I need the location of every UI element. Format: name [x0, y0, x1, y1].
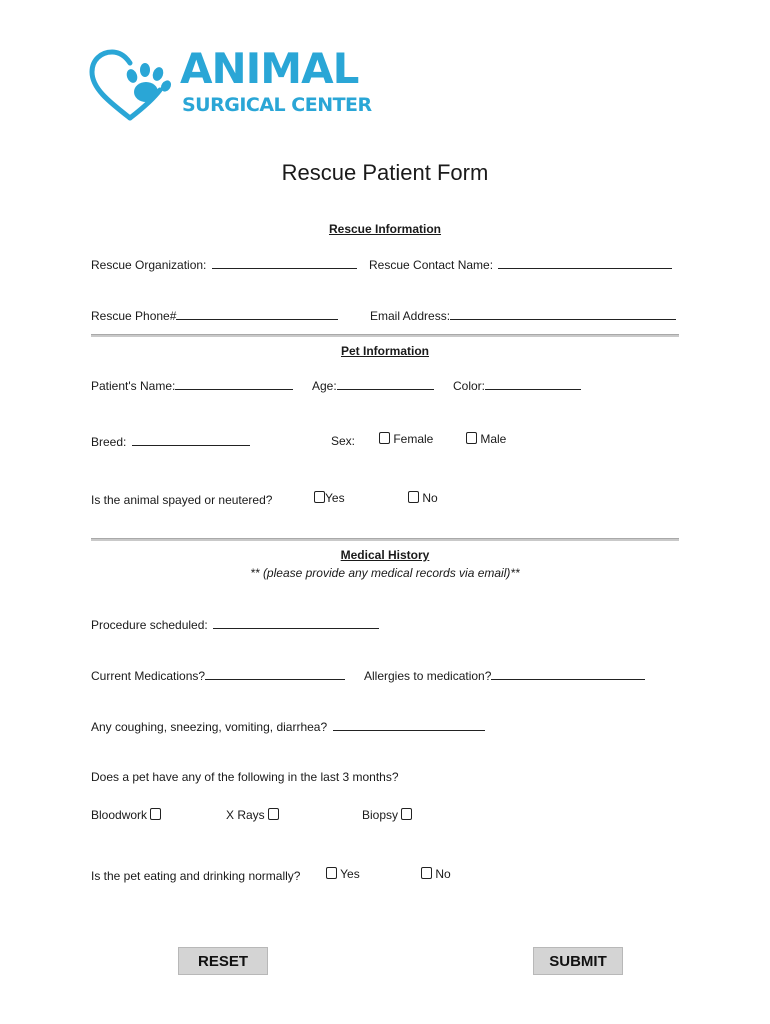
- eating-no-checkbox[interactable]: [421, 867, 432, 879]
- bloodwork-label: Bloodwork: [91, 808, 148, 822]
- allergies-row: [364, 668, 645, 683]
- allergies-field[interactable]: [491, 668, 645, 680]
- age-row: [312, 378, 434, 393]
- female-checkbox[interactable]: [379, 432, 390, 444]
- rescue-phone-label: Rescue Phone#: [91, 309, 177, 323]
- biopsy-option: [362, 808, 412, 822]
- eating-question: Is the pet eating and drinking normally?: [91, 869, 301, 883]
- procedure-label: Procedure scheduled:: [91, 618, 208, 632]
- medical-records-note: ** (please provide any medical records via email)**: [250, 566, 520, 580]
- logo-subtitle: SURGICAL CENTER: [182, 94, 372, 116]
- color-field[interactable]: [485, 378, 581, 390]
- biopsy-checkbox[interactable]: [401, 808, 412, 820]
- spayed-question: Is the animal spayed or neutered?: [91, 493, 273, 507]
- email-row: [370, 308, 676, 323]
- divider: [91, 334, 679, 337]
- email-label: Email Address:: [370, 309, 451, 323]
- spayed-no-label: No: [422, 491, 438, 505]
- age-field[interactable]: [337, 378, 434, 390]
- female-option: [379, 432, 433, 446]
- pet-info-heading: Pet Information: [340, 344, 429, 358]
- medications-row: [91, 668, 345, 683]
- medications-field[interactable]: [205, 668, 345, 680]
- spayed-yes-checkbox[interactable]: [314, 491, 325, 503]
- spayed-no-checkbox[interactable]: [408, 491, 419, 503]
- eating-no-label: No: [435, 867, 451, 881]
- eating-no-option: [421, 867, 451, 881]
- symptoms-label: Any coughing, sneezing, vomiting, diarrhea?: [91, 720, 328, 734]
- bloodwork-checkbox[interactable]: [150, 808, 161, 820]
- logo-title: ANIMAL: [180, 44, 359, 93]
- spayed-yes-label: Yes: [325, 491, 345, 505]
- procedure-field[interactable]: [213, 617, 379, 629]
- rescue-org-label: Rescue Organization:: [91, 258, 207, 272]
- eating-yes-checkbox[interactable]: [326, 867, 337, 879]
- xrays-checkbox[interactable]: [268, 808, 279, 820]
- medical-history-heading: Medical History: [340, 548, 430, 562]
- color-label: Color:: [453, 379, 486, 393]
- rescue-org-row: [91, 257, 357, 272]
- bloodwork-option: [91, 808, 161, 822]
- male-option: [466, 432, 506, 446]
- rescue-phone-row: [91, 308, 338, 323]
- spayed-yes-option: [314, 491, 345, 505]
- patient-name-row: [91, 378, 293, 393]
- breed-label: Breed:: [91, 435, 127, 449]
- procedure-row: [91, 617, 379, 632]
- male-label: Male: [480, 432, 507, 446]
- email-field[interactable]: [450, 308, 676, 320]
- male-checkbox[interactable]: [466, 432, 477, 444]
- tests-question: Does a pet have any of the following in the last 3 months?: [91, 770, 399, 784]
- sex-label: Sex:: [331, 434, 356, 448]
- allergies-label: Allergies to medication?: [364, 669, 492, 683]
- symptoms-field[interactable]: [333, 719, 485, 731]
- eating-yes-label: Yes: [340, 867, 360, 881]
- rescue-phone-field[interactable]: [176, 308, 338, 320]
- medications-label: Current Medications?: [91, 669, 206, 683]
- eating-yes-option: [326, 867, 360, 881]
- age-label: Age:: [312, 379, 337, 393]
- submit-button[interactable]: SUBMIT: [533, 947, 623, 975]
- rescue-contact-field[interactable]: [498, 257, 672, 269]
- breed-row: [91, 434, 250, 449]
- rescue-contact-label: Rescue Contact Name:: [369, 258, 494, 272]
- patient-name-label: Patient's Name:: [91, 379, 176, 393]
- spayed-no-option: [408, 491, 438, 505]
- female-label: Female: [393, 432, 434, 446]
- rescue-info-heading: Rescue Information: [328, 222, 442, 236]
- logo: [88, 44, 372, 126]
- reset-button[interactable]: RESET: [178, 947, 268, 975]
- patient-name-field[interactable]: [175, 378, 293, 390]
- divider: [91, 538, 679, 541]
- biopsy-label: Biopsy: [362, 808, 399, 822]
- rescue-contact-row: [369, 257, 672, 272]
- color-row: [453, 378, 581, 393]
- page-title: Rescue Patient Form: [281, 160, 489, 185]
- rescue-org-field[interactable]: [212, 257, 357, 269]
- xrays-label: X Rays: [226, 808, 265, 822]
- xrays-option: [226, 808, 279, 822]
- symptoms-row: [91, 719, 485, 734]
- breed-field[interactable]: [132, 434, 250, 446]
- heart-paw-icon: [88, 46, 178, 126]
